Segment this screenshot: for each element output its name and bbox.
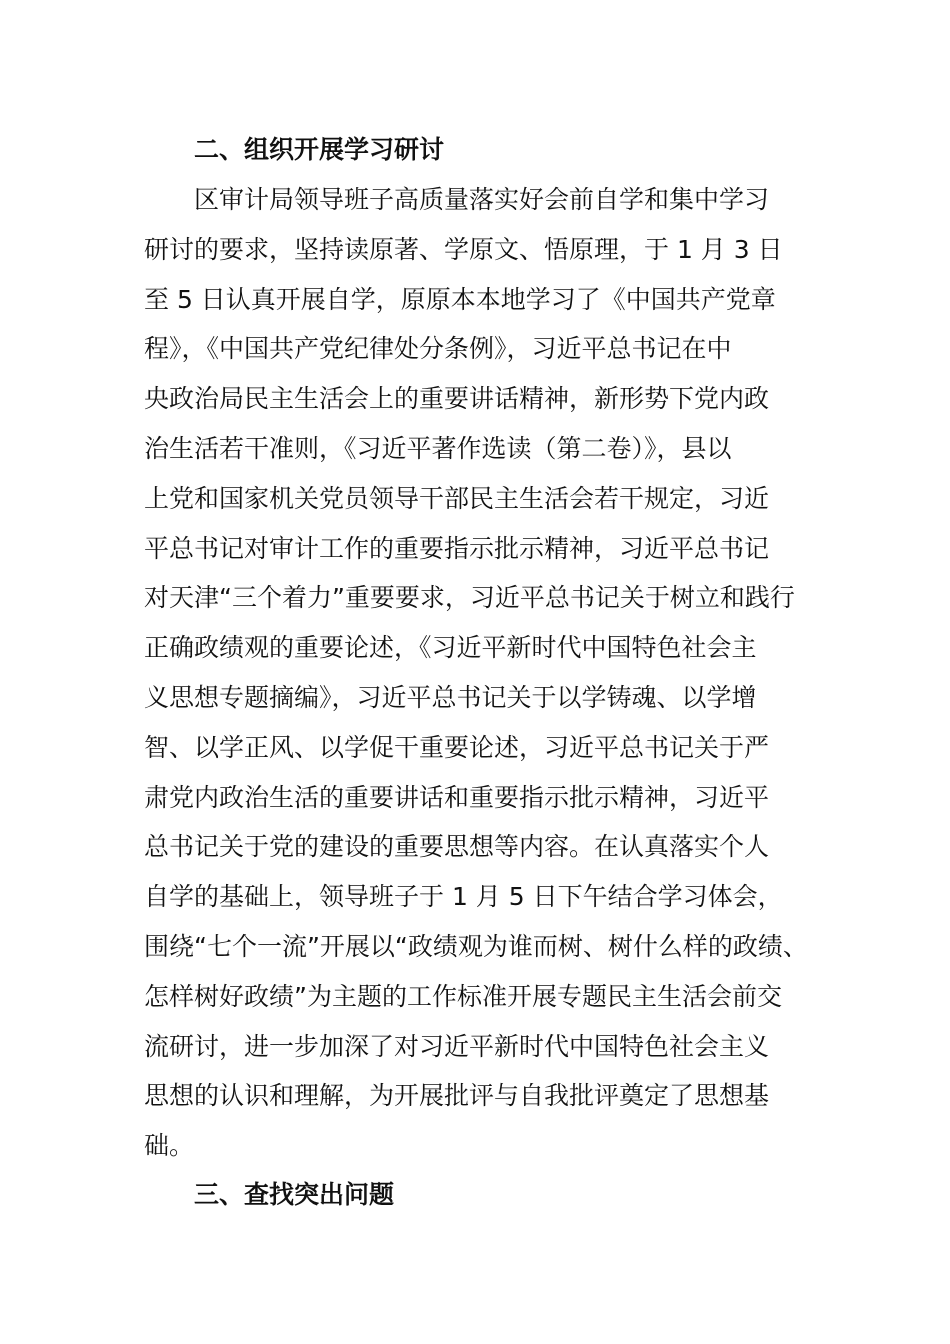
text-line: 础。 (144, 1131, 195, 1161)
text-line: 平总书记对审计工作的重要指示批示精神，习近平总书记 (144, 533, 770, 563)
text-line: 肃党内政治生活的重要讲话和重要指示批示精神，习近平 (144, 782, 770, 812)
text-line: 流研讨，进一步加深了对习近平新时代中国特色社会主义 (144, 1031, 770, 1061)
text-line: 怎样树好政绩”为主题的工作标准开展专题民主生活会前交 (144, 981, 782, 1011)
text-line: 研讨的要求，坚持读原著、学原文、悟原理，于 1 月 3 日 (144, 234, 783, 264)
text-line: 正确政绩观的重要论述，《习近平新时代中国特色社会主 (144, 633, 757, 663)
text-line: 智、以学正风、以学促干重要论述，习近平总书记关于严 (144, 732, 770, 762)
section-heading-study: 二、组织开展学习研讨 (194, 135, 445, 164)
text-line: 义思想专题摘编》，习近平总书记关于以学铸魂、以学增 (144, 682, 757, 712)
text-line: 上党和国家机关党员领导干部民主生活会若干规定，习近 (144, 483, 770, 513)
text-line: 对天津“三个着力”重要要求，习近平总书记关于树立和践行 (144, 583, 795, 613)
text-line: 央政治局民主生活会上的重要讲话精神，新形势下党内政 (144, 384, 770, 414)
text-line: 自学的基础上，领导班子于 1 月 5 日下午结合学习体会， (144, 882, 783, 912)
text-line: 治生活若干准则，《习近平著作选读（第二卷）》，县以 (144, 433, 732, 463)
text-line: 区审计局领导班子高质量落实好会前自学和集中学习 (144, 185, 770, 214)
text-line: 总书记关于党的建设的重要思想等内容。在认真落实个人 (144, 832, 770, 862)
text-line: 思想的认识和理解，为开展批评与自我批评奠定了思想基 (144, 1081, 770, 1111)
section-heading-problems: 三、查找突出问题 (194, 1180, 395, 1209)
text-line: 程》，《中国共产党纪律处分条例》，习近平总书记在中 (144, 334, 732, 364)
section-body-study (144, 180, 824, 1176)
text-line: 至 5 日认真开展自学，原原本本地学习了《中国共产党章 (144, 284, 776, 314)
text-line: 围绕“七个一流”开展以“政绩观为谁而树、树什么样的政绩、 (144, 931, 808, 961)
